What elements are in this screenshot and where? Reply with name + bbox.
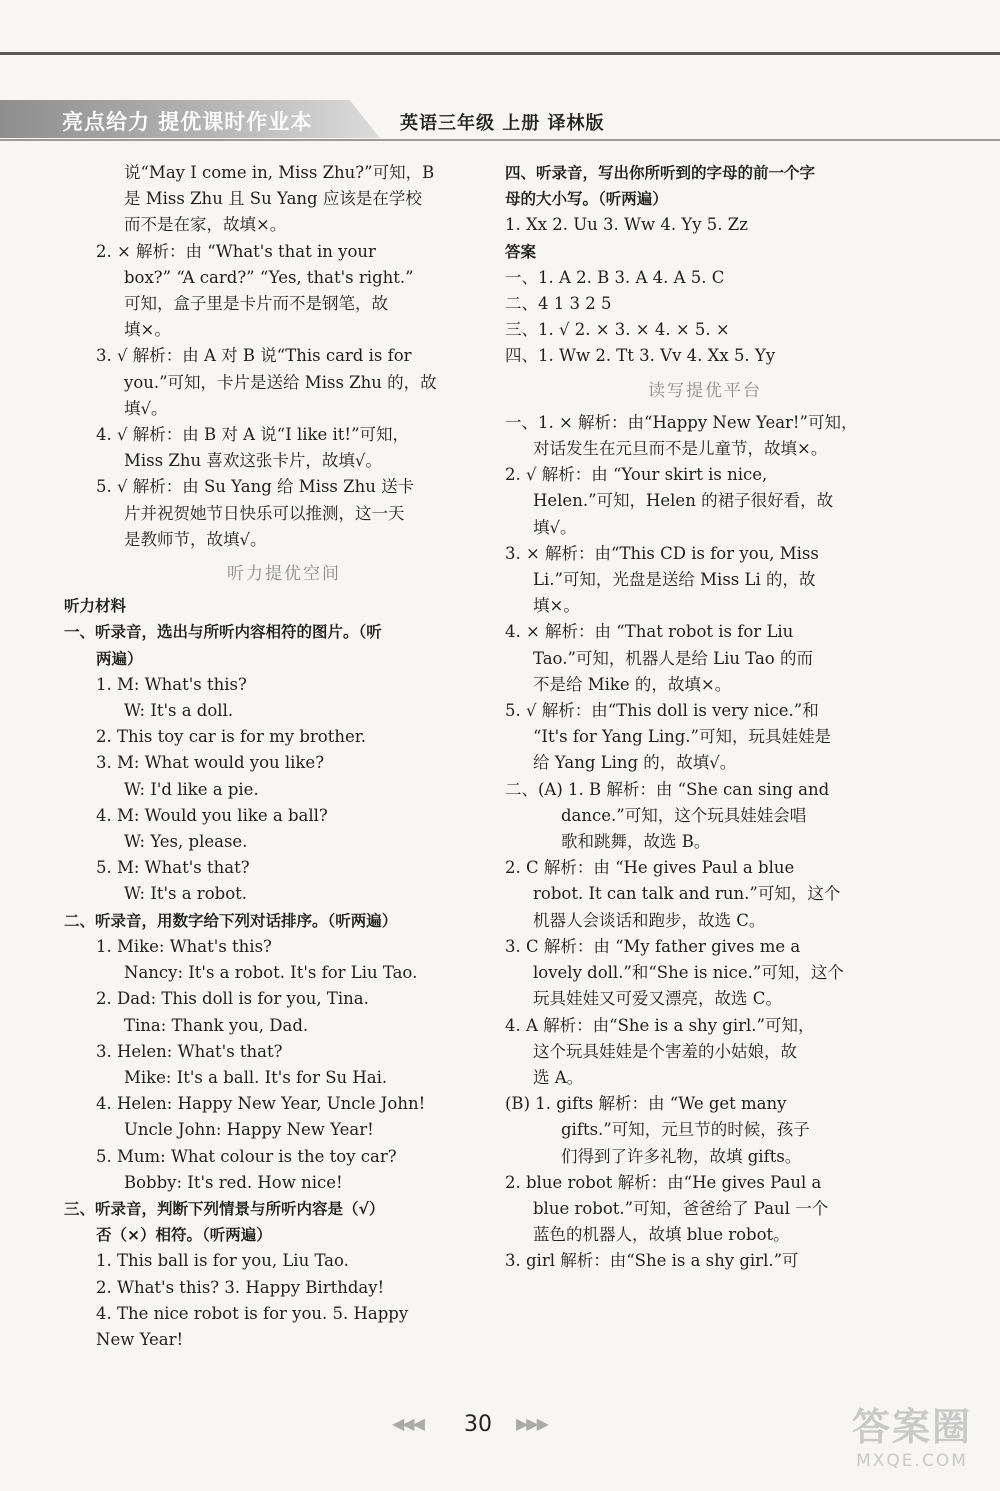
text-line: 选 A。: [533, 1067, 584, 1087]
text-line: Nancy: It's a robot. It's for Liu Tao.: [124, 963, 418, 983]
page-number: 30: [464, 1412, 492, 1437]
prev-arrows-icon: ◀◀◀: [392, 1414, 423, 1433]
text-line: 填×。: [533, 596, 580, 616]
text-line: 5. Mum: What colour is the toy car?: [96, 1146, 397, 1166]
question-heading: 二、听录音，用数字给下列对话排序。（听两遍）: [64, 911, 398, 930]
text-line: 3. × 解析：由“This CD is for you, Miss: [505, 543, 819, 563]
text-line: 3. Helen: What's that?: [96, 1041, 283, 1061]
text-line: 填×。: [124, 320, 171, 340]
text-line: 三、1. √ 2. × 3. × 4. × 5. ×: [505, 320, 730, 340]
text-line: Uncle John: Happy New Year!: [124, 1120, 374, 1140]
text-line: 3. √ 解析：由 A 对 B 说“This card is for: [96, 346, 412, 366]
text-line: 2. blue robot 解析：由“He gives Paul a: [505, 1172, 822, 1192]
text-line: W: It's a robot.: [124, 884, 248, 904]
text-line: 3. girl 解析：由“She is a shy girl.”可: [505, 1251, 799, 1271]
text-line: Helen.”可知，Helen 的裙子很好看，故: [533, 491, 834, 511]
text-line: 而不是在家，故填×。: [124, 215, 287, 235]
text-line: 一、1. A 2. B 3. A 4. A 5. C: [505, 267, 725, 287]
text-line: 2. Dad: This doll is for you, Tina.: [96, 989, 369, 1009]
question-heading: 四、听录音，写出你所听到的字母的前一个字: [505, 164, 816, 182]
header-rule: [0, 139, 1000, 141]
text-line: 4. A 解析：由“She is a shy girl.”可知，: [505, 1015, 815, 1035]
text-line: 5. √ 解析：由 Su Yang 给 Miss Zhu 送卡: [96, 477, 415, 497]
top-rule: [0, 52, 1000, 55]
text-line: 5. √ 解析：由“This doll is very nice.”和: [505, 701, 819, 721]
text-line: 4. Helen: Happy New Year, Uncle John!: [96, 1094, 426, 1114]
text-line: dance.”可知，这个玩具娃娃会唱: [561, 805, 807, 825]
section-heading: 读写提优平台: [648, 380, 762, 401]
question-heading: 答案: [505, 242, 537, 261]
text-line: W: Yes, please.: [124, 832, 248, 852]
question-heading: 一、听录音，选出与所听内容相符的图片。（听: [64, 623, 382, 642]
text-line: lovely doll.”和“She is nice.”可知，这个: [533, 963, 844, 983]
text-line: W: It's a doll.: [124, 701, 234, 721]
text-line: Bobby: It's red. How nice!: [124, 1172, 343, 1192]
next-arrows-icon: ▶▶▶: [516, 1414, 547, 1433]
text-line: 说“May I come in, Miss Zhu?”可知，B: [124, 163, 435, 182]
text-line: 四、1. Ww 2. Tt 3. Vv 4. Xx 5. Yy: [505, 346, 776, 366]
book-title: 亮点给力 提优课时作业本: [62, 110, 313, 134]
text-line: 是教师节，故填√。: [124, 529, 267, 549]
text-line: 填√。: [124, 398, 168, 418]
watermark-url: MXQE.COM: [856, 1451, 968, 1471]
text-line: 歌和跳舞，故选 B。: [561, 832, 711, 852]
text-line: 3. C 解析：由 “My father gives me a: [505, 936, 801, 956]
text-line: 填√。: [533, 517, 577, 537]
text-line: 可知，盒子里是卡片而不是钢笔，故: [124, 294, 388, 314]
text-line: robot. It can talk and run.”可知，这个: [533, 884, 841, 904]
text-line: “It's for Yang Ling.”可知，玩具娃娃是: [533, 727, 831, 747]
text-line: (B) 1. gifts 解析：由 “We get many: [505, 1094, 787, 1114]
text-line: 1. Mike: What's this?: [96, 936, 272, 956]
question-heading: 听力材料: [64, 597, 127, 616]
text-line: 二、4 1 3 2 5: [505, 294, 612, 314]
text-line: 对话发生在元旦而不是儿童节，故填×。: [533, 439, 828, 459]
text-line: Mike: It's a ball. It's for Su Hai.: [124, 1067, 388, 1087]
text-line: Tao.”可知，机器人是给 Liu Tao 的而: [533, 648, 813, 668]
text-line: 3. M: What would you like?: [96, 753, 325, 773]
text-line: you.”可知，卡片是送给 Miss Zhu 的，故: [124, 372, 437, 392]
text-line: 是 Miss Zhu 且 Su Yang 应该是在学校: [124, 189, 422, 209]
right-column: [505, 160, 905, 1275]
book-subtitle: 英语三年级 上册 译林版: [400, 113, 605, 134]
text-line: 4. × 解析：由 “That robot is for Liu: [505, 622, 794, 642]
text-line: Li.”可知，光盘是送给 Miss Li 的，故: [533, 570, 816, 590]
text-line: 4. The nice robot is for you. 5. Happy: [96, 1303, 409, 1323]
question-heading: 三、听录音，判断下列情景与所听内容是（√）: [64, 1199, 385, 1218]
watermark-logo: 答案圈: [851, 1405, 972, 1449]
text-line: 2. What's this? 3. Happy Birthday!: [96, 1277, 385, 1297]
text-line: 2. This toy car is for my brother.: [96, 727, 367, 747]
text-line: 2. √ 解析：由 “Your skirt is nice,: [505, 465, 768, 485]
text-line: W: I'd like a pie.: [124, 779, 259, 799]
text-line: gifts.”可知，元旦节的时候，孩子: [561, 1120, 810, 1140]
text-line: 蓝色的机器人，故填 blue robot。: [533, 1225, 790, 1245]
text-line: 们得到了许多礼物，故填 gifts。: [561, 1146, 802, 1166]
watermark: [852, 1396, 972, 1471]
text-line: 片并祝贺她节日快乐可以推测，这一天: [124, 503, 405, 523]
question-heading: 两遍）: [96, 649, 143, 668]
text-line: 4. M: Would you like a ball?: [96, 805, 328, 825]
text-line: 机器人会谈话和跑步，故选 C。: [533, 910, 766, 930]
question-heading: 母的大小写。（听两遍）: [505, 190, 668, 209]
text-line: Miss Zhu 喜欢这张卡片，故填√。: [124, 451, 382, 471]
text-line: 2. × 解析：由 “What's that in your: [96, 241, 376, 261]
question-heading: 否（×）相符。（听两遍）: [96, 1226, 272, 1245]
text-line: 玩具娃娃又可爱又漂亮，故选 C。: [533, 989, 782, 1009]
text-line: 1. Xx 2. Uu 3. Ww 4. Yy 5. Zz: [505, 215, 748, 235]
text-line: 4. √ 解析：由 B 对 A 说“I like it!”可知，: [96, 425, 410, 445]
text-line: 1. This ball is for you, Liu Tao.: [96, 1251, 349, 1271]
text-line: 这个玩具娃娃是个害羞的小姑娘，故: [533, 1041, 797, 1061]
section-heading: 听力提优空间: [227, 564, 341, 585]
text-line: 5. M: What's that?: [96, 858, 250, 878]
text-line: 一、1. × 解析：由“Happy New Year!”可知，: [505, 412, 858, 432]
text-line: 二、(A) 1. B 解析：由 “She can sing and: [505, 779, 830, 799]
text-line: 不是给 Mike 的，故填×。: [533, 674, 732, 694]
text-line: 2. C 解析：由 “He gives Paul a blue: [505, 858, 795, 878]
text-line: 1. M: What's this?: [96, 674, 247, 694]
text-line: New Year!: [96, 1329, 184, 1349]
left-column: [64, 160, 472, 1353]
page-header: [0, 100, 1000, 140]
text-line: Tina: Thank you, Dad.: [124, 1015, 309, 1035]
text-line: box?” “A card?” “Yes, that's right.”: [124, 267, 414, 287]
text-line: blue robot.”可知，爸爸给了 Paul 一个: [533, 1198, 829, 1218]
text-line: 给 Yang Ling 的，故填√。: [533, 753, 737, 773]
